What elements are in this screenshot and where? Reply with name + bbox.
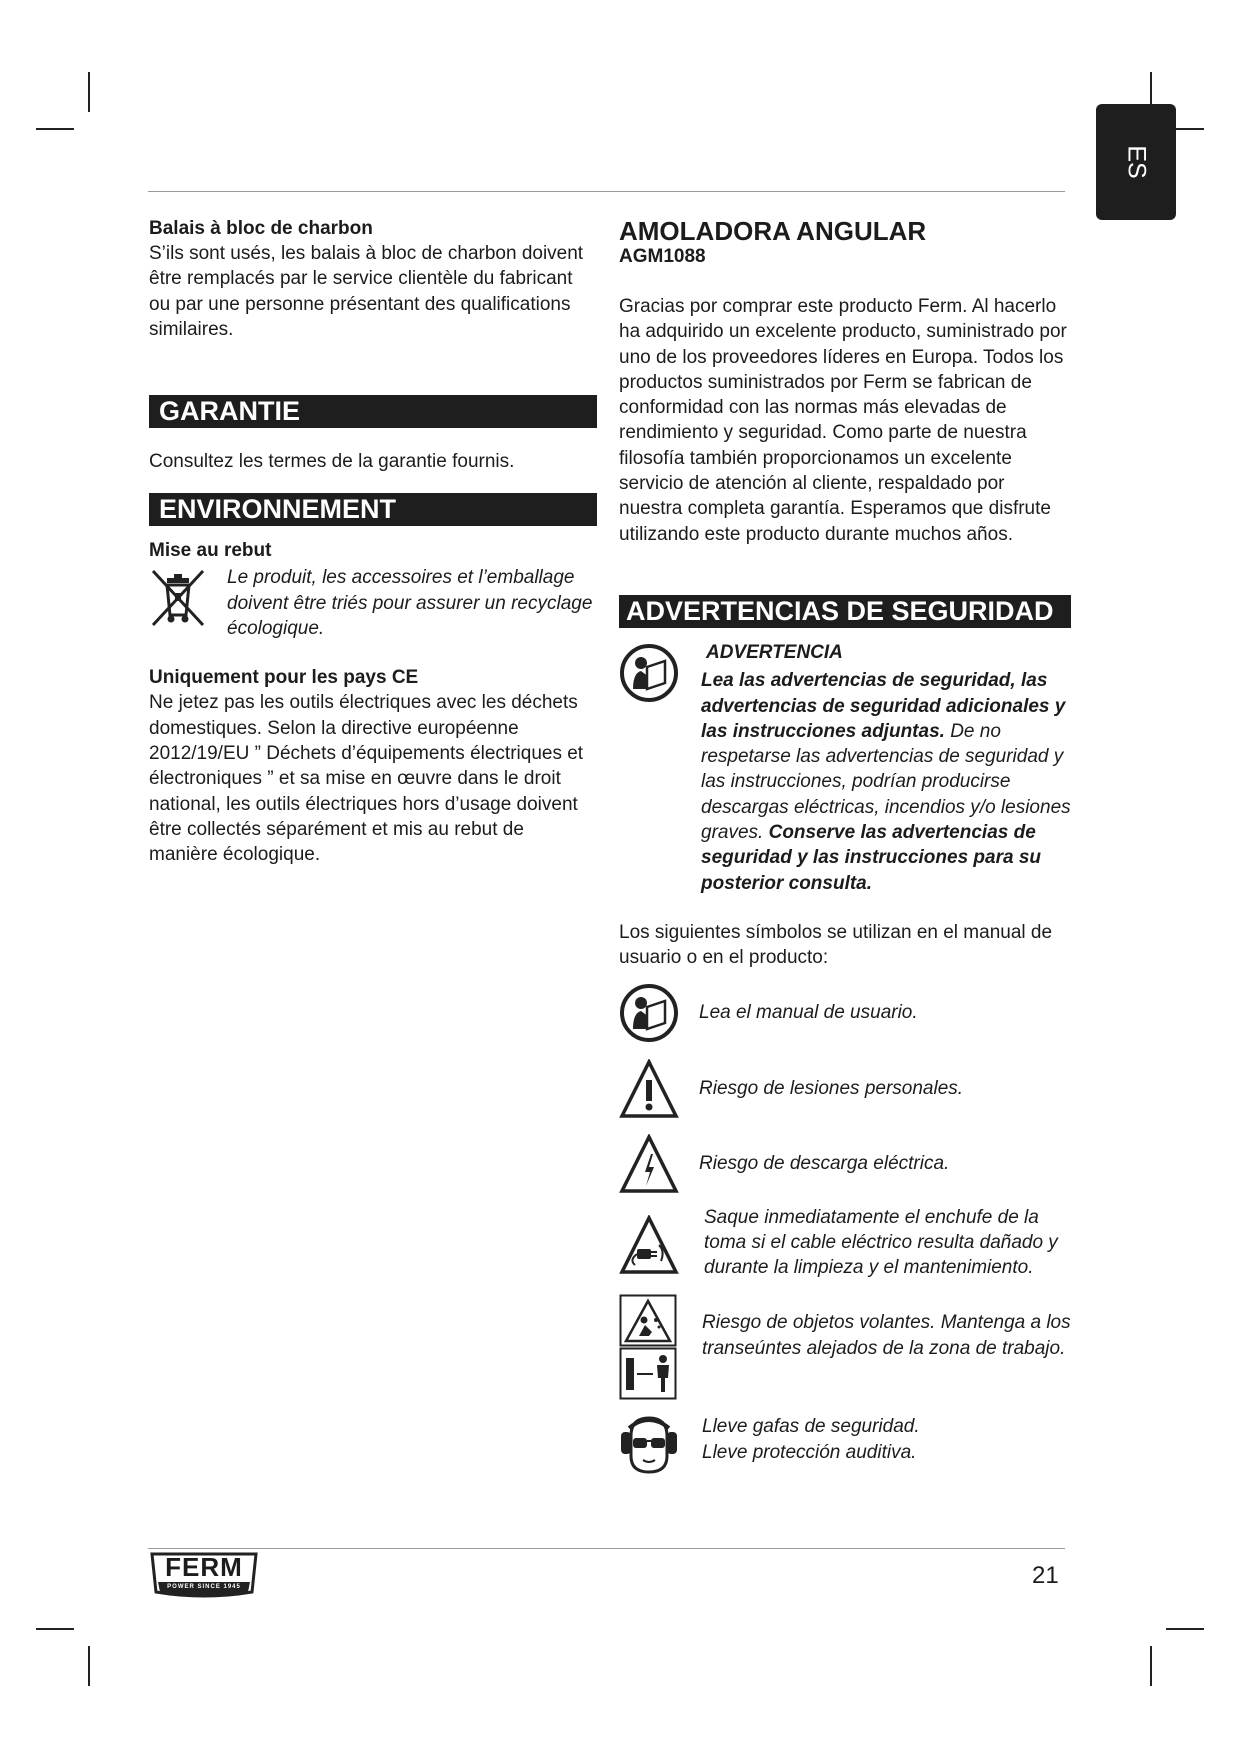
symbol-text: Lea el manual de usuario.: [699, 1001, 918, 1023]
language-tab: [1096, 104, 1176, 220]
symbol-text: Riesgo de lesiones personales.: [699, 1077, 964, 1099]
garantie-title: GARANTIE: [149, 395, 597, 428]
model-number: AGM1088: [619, 246, 706, 267]
symbol-text: Saque inmediatamente el enchufe de la toma si el cable eléctrico resulta dañado y durante la limpieza y el mantenimiento.: [704, 1206, 1058, 1279]
disposal-heading: Mise au rebut: [149, 540, 272, 562]
right-column: [619, 216, 1071, 1476]
symbol-text: Riesgo de descarga eléctrica.: [699, 1152, 950, 1174]
symbol-row: [619, 1414, 1071, 1476]
carbon-text: S’ils sont usés, les balais à bloc de charbon doivent être remplacés par le service clientèle du fabricant ou par une personne présentant des qualifications similaires.: [149, 243, 584, 340]
crop-mark: [1166, 1628, 1204, 1630]
read-manual-icon: [619, 983, 679, 1043]
warning-italic-text: De no respetarse las advertencias de seguridad y las instrucciones, podrían producirse descargas eléctricas, incendios y/o lesiones graves.: [701, 720, 1071, 844]
symbol-row: [619, 1059, 1071, 1121]
intro-text: Gracias por comprar este producto Ferm. Al hacerlo ha adquirido un excelente producto, suministrado por uno de los proveedores líderes en Europa. Todos los productos suministrados por Ferm se fabrican de conformidad con las normas más elevadas de rendimiento y seguridad. Como parte de nuestra filosofía también proporcionamos un excelente servicio de atención al cliente, respaldado por nuestra completa garantía. Esperamos que disfrute utilizando este producto durante muchos años.: [619, 296, 1067, 545]
unplug-icon: [619, 1215, 679, 1275]
logo-text: FERM: [165, 1552, 243, 1582]
environment-title: ENVIRONNEMENT: [149, 493, 597, 526]
crossed-bin-icon: [149, 567, 207, 629]
warning-block: [619, 640, 1071, 896]
carbon-heading: Balais à bloc de charbon: [149, 218, 373, 239]
symbol-row: [619, 1294, 1071, 1400]
crop-mark: [36, 128, 74, 130]
warning-label: ADVERTENCIA: [706, 641, 843, 663]
warning-text: [701, 640, 1071, 896]
symbol-text: Riesgo de objetos volantes. Mantenga a los transeúntes alejados de la zona de trabajo.: [702, 1312, 1071, 1359]
ce-text: Ne jetez pas les outils électriques avec les déchets domestiques. Selon la directive européenne 2012/19/EU ” Déchets d’équipements électriques et électroniques ” et sa mise en œuvre dans le droit national, les outils électriques hors d’usage doivent être collectés séparément et mis au rebut de manière écologique.: [149, 692, 584, 866]
product-title: AMOLADORA ANGULAR: [619, 216, 927, 246]
safety-glasses-icon: [619, 1414, 679, 1476]
crop-mark: [1150, 1646, 1152, 1686]
crop-mark: [36, 1628, 74, 1630]
flying-objects-icon: [619, 1294, 677, 1400]
read-manual-icon: [619, 643, 679, 703]
page-number: 21: [1032, 1562, 1059, 1589]
symbol-row: [619, 983, 1071, 1045]
left-column: [149, 216, 597, 867]
symbols-intro: Los siguientes símbolos se utilizan en el manual de usuario o en el producto:: [619, 921, 1053, 969]
logo-tagline: POWER SINCE 1945: [167, 1584, 241, 1590]
electric-shock-icon: [619, 1134, 679, 1194]
symbol-row: [619, 1205, 1071, 1281]
warning-keep-text: Conserve las advertencias de seguridad y las instrucciones para su posterior consulta.: [701, 822, 1042, 894]
symbol-text: Lleve gafas de seguridad. Lleve protección auditiva.: [702, 1416, 920, 1463]
language-tab-label: ES: [1122, 145, 1151, 179]
spacer: [701, 665, 1071, 668]
ferm-logo: [148, 1552, 260, 1605]
footer-rule: [148, 1548, 1065, 1549]
crop-mark: [88, 72, 90, 112]
symbol-row: [619, 1134, 1071, 1196]
header-rule: [148, 191, 1065, 192]
disposal-row: [149, 565, 597, 641]
warning-bold-text: Lea las advertencias de seguridad, las advertencias de seguridad adicionales y las instrucciones adjuntas.: [701, 670, 1066, 742]
garantie-text: Consultez les termes de la garantie fournis.: [149, 451, 515, 473]
crop-mark: [88, 1646, 90, 1686]
ce-heading: Uniquement pour les pays CE: [149, 667, 419, 689]
disposal-text: Le produit, les accessoires et l’emballage doivent être triés pour assurer un recyclage écologique.: [227, 567, 593, 640]
safety-title: ADVERTENCIAS DE SEGURIDAD: [619, 595, 1071, 628]
injury-warning-icon: [619, 1059, 679, 1119]
